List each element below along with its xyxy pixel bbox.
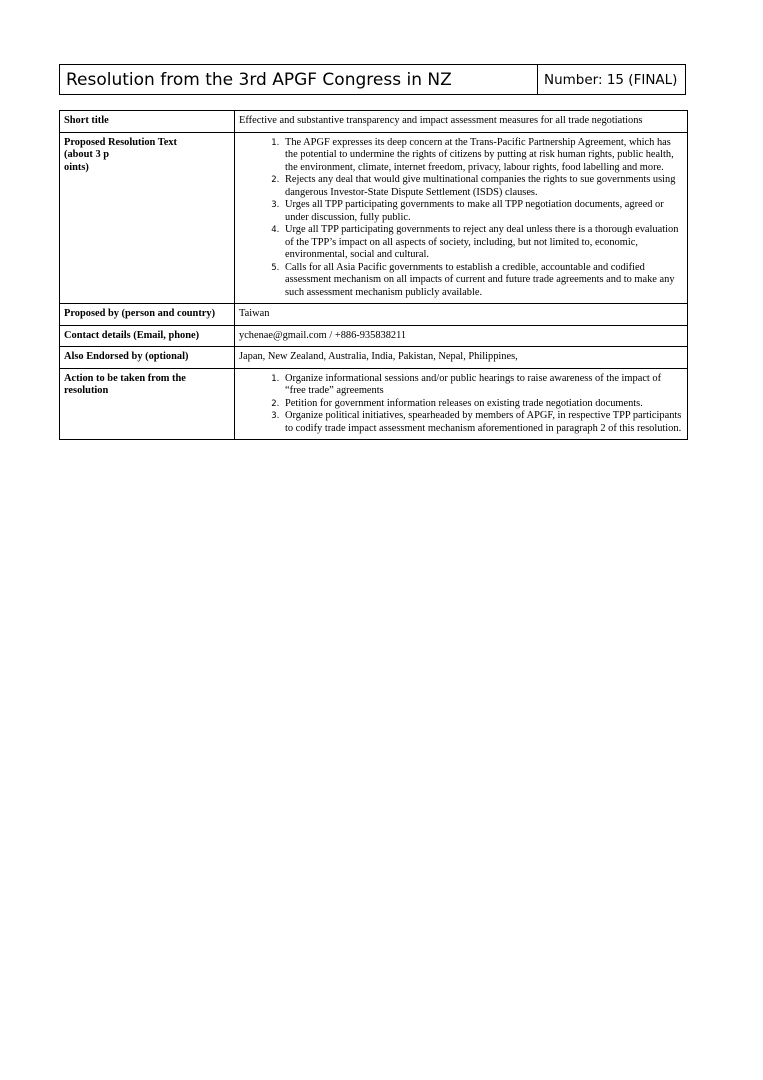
list-item: 1. Organize informational sessions and/or public hearings to raise awareness of the impact of “free trade” agreements	[282, 373, 682, 398]
endorsed-value: Japan, New Zealand, Australia, India, Pakistan, Nepal, Philippines,	[235, 347, 688, 369]
resolution-number: Number: 15 (FINAL)	[544, 71, 678, 88]
list-item: 5. Calls for all Asia Pacific governments to establish a credible, accountable and codified assessment mechanism on all impacts of current and future trade agreements and to make any such assessment mechanism publicly available.	[282, 262, 682, 300]
short-title-row	[60, 111, 688, 133]
short-title-label: Short title	[60, 111, 235, 133]
proposed-text-list	[239, 137, 682, 300]
proposed-text-label: Proposed Resolution Text (about 3 p oints)	[60, 132, 235, 304]
list-item: 3. Organize political initiatives, spearheaded by members of APGF, in respective TPP participants to codify trade impact assessment mechanism aforementioned in paragraph 2 of this resolution.	[282, 410, 682, 435]
contact-value: ychenae@gmail.com / +886-935838211	[235, 325, 688, 347]
proposed-by-label: Proposed by (person and country)	[60, 304, 235, 326]
action-row	[60, 368, 688, 440]
action-label: Action to be taken from the resolution	[60, 368, 235, 440]
proposed-text-value	[235, 132, 688, 304]
contact-row	[60, 325, 688, 347]
endorsed-row	[60, 347, 688, 369]
short-title-value: Effective and substantive transparency and impact assessment measures for all trade negotiations	[235, 111, 688, 133]
contact-label: Contact details (Email, phone)	[60, 325, 235, 347]
proposed-text-row	[60, 132, 688, 304]
proposed-by-row	[60, 304, 688, 326]
list-item: 2. Petition for government information releases on existing trade negotiation documents.	[282, 398, 682, 411]
resolution-header	[59, 64, 686, 95]
list-item: 2. Rejects any deal that would give multinational companies the rights to sue governments using dangerous Investor-State Dispute Settlement (ISDS) clauses.	[282, 174, 682, 199]
list-item: 1. The APGF expresses its deep concern at the Trans-Pacific Partnership Agreement, which has the potential to undermine the rights of citizens by putting at risk human rights, public health, the environment, climate, internet freedom, privacy, labour rights, food labelling and more.	[282, 137, 682, 175]
action-value	[235, 368, 688, 440]
list-item: 3. Urges all TPP participating governments to make all TPP negotiation documents, agreed or under discussion, fully public.	[282, 199, 682, 224]
proposed-by-value: Taiwan	[235, 304, 688, 326]
action-list	[239, 373, 682, 436]
resolution-title: Resolution from the 3rd APGF Congress in NZ	[60, 65, 538, 94]
list-item: 4. Urge all TPP participating governments to reject any deal unless there is a thorough evaluation of the TPP’s impact on all aspects of society, including, but not limited to, economic, environmental, social and cultural.	[282, 224, 682, 262]
endorsed-label: Also Endorsed by (optional)	[60, 347, 235, 369]
resolution-details-table	[59, 110, 688, 440]
